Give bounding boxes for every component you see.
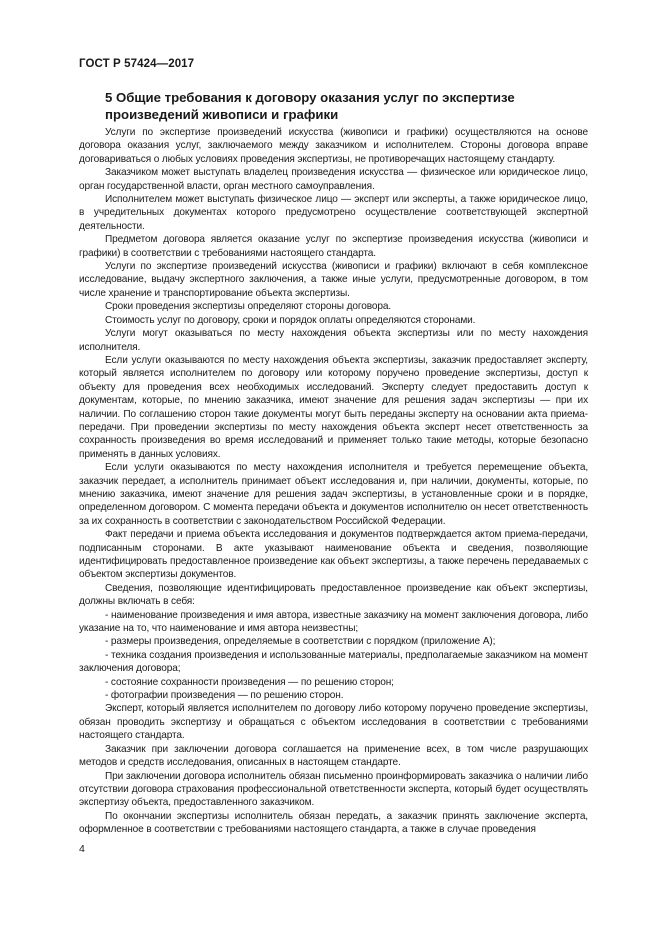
paragraph: Факт передачи и приема объекта исследования и документов подтверждается актом приема-передачи, подписанным сторонами. В акте указывают наименование объекта и сведения, позволяющие идентифицировать предоставленное произведение как объект экспертизы, а также перечень передаваемых с объектом экспертизы документов. (79, 529, 588, 581)
standard-code-header: ГОСТ Р 57424—2017 (79, 58, 195, 70)
paragraph: Услуги по экспертизе произведений искусства (живописи и графики) осуществляются на основе договора оказания услуг, заключаемого между заказчиком и исполнителем. Стороны договора вправе договариваться о любых условиях проведения экспертизы, не противоречащих настоящему стандарту. (79, 127, 588, 165)
paragraph: Если услуги оказываются по месту нахождения объекта экспертизы, заказчик предоставляет эксперту, который является исполнителем по договору или которому поручено проведение экспертизы, доступ к объекту для проведения всех необходимых исследований. Эксперту следует предоставить доступ к документам, которые, по мнению заказчика, имеют значение для решения задач экспертизы — при их наличии. По соглашению сторон такие документы могут быть переданы эксперту на основании акта приема-передачи. При проведении экспертизы по месту нахождения объекта эксперт несет ответственность за сохранность произведения во время исследований и применяет только такие методы, которые безопасно применять в данных условиях. (79, 354, 588, 460)
paragraph: Сроки проведения экспертизы определяют стороны договора. (105, 301, 392, 313)
page-number: 4 (79, 843, 85, 855)
paragraph: Заказчик при заключении договора соглашается на применение всех, в том числе разрушающих методов и средств исследования, описанных в настоящем стандарте. (79, 743, 588, 769)
paragraph: При заключении договора исполнитель обязан письменно проинформировать заказчика о наличии либо отсутствии договора страхования профессиональной ответственности эксперта, который будет осуществлять экспертизу объекта, предоставленного заказчиком. (79, 770, 588, 809)
paragraph: Если услуги оказываются по месту нахождения исполнителя и требуется перемещение объекта, заказчик передает, а исполнитель принимает объект исследования и, при наличии, документы, которые, по мнению заказчика, имеют значение для решения задач экспертизы, в установленные сроки и в порядке, определенном договором. С момента передачи объекта и документов исполнителю он несет ответственность за их сохранность в соответствии с законодательством Российской Федерации. (79, 462, 588, 527)
paragraph: По окончании экспертизы исполнитель обязан передать, а заказчик принять заключение эксперта, оформленное в соответствии с требованиями настоящего стандарта, а также в случае проведения (79, 810, 588, 836)
paragraph: Услуги могут оказываться по месту нахождения объекта экспертизы или по месту нахождения исполнителя. (79, 328, 588, 353)
list-item: - состояние сохранности произведения — по решению сторон; (105, 676, 394, 688)
paragraph: Стоимость услуг по договору, сроки и порядок оплаты определяются сторонами. (105, 314, 476, 326)
paragraph: Эксперт, который является исполнителем по договору либо которому поручено проведение экспертизы, обязан проводить экспертизу и обращаться с объектом исследования в соответствии с требованиями настоящего стандарта. (79, 703, 588, 742)
paragraph: Сведения, позволяющие идентифицировать предоставленное произведение как объект экспертизы, должны включать в себя: (79, 582, 588, 608)
list-item: - техника создания произведения и использованные материалы, предполагаемые заказчиком на момент заключения договора; (79, 649, 588, 675)
list-item: - фотографии произведения — по решению сторон. (105, 690, 344, 702)
section-title: 5 Общие требования к договору оказания услуг по экспертизе произведений живописи и графики (105, 90, 515, 122)
list-item: - наименование произведения и имя автора, известные заказчику на момент заключения договора, либо указание на то, что наименование и имя автора неизвестны; (79, 609, 588, 635)
paragraph: Услуги по экспертизе произведений искусства (живописи и графики) включают в себя комплексное исследование, выдачу экспертного заключения, а также иные услуги, предусмотренные договором, в том числе хранение и транспортирование объекта экспертизы. (79, 261, 588, 299)
paragraph: Предметом договора является оказание услуг по экспертизе произведения искусства (живописи и графики) в соответствии с требованиями настоящего стандарта. (79, 234, 588, 259)
section-body (79, 126, 588, 837)
paragraph: Заказчиком может выступать владелец произведения искусства — физическое или юридическое лицо, орган государственной власти, орган местного самоуправления. (79, 167, 588, 192)
paragraph: Исполнителем может выступать физическое лицо — эксперт или эксперты, а также юридическое лицо, в учредительных документах которого предусмотрено осуществление соответствующей экспертной деятельности. (79, 194, 588, 232)
list-item: - размеры произведения, определяемые в соответствии с порядком (приложение А); (105, 636, 496, 648)
